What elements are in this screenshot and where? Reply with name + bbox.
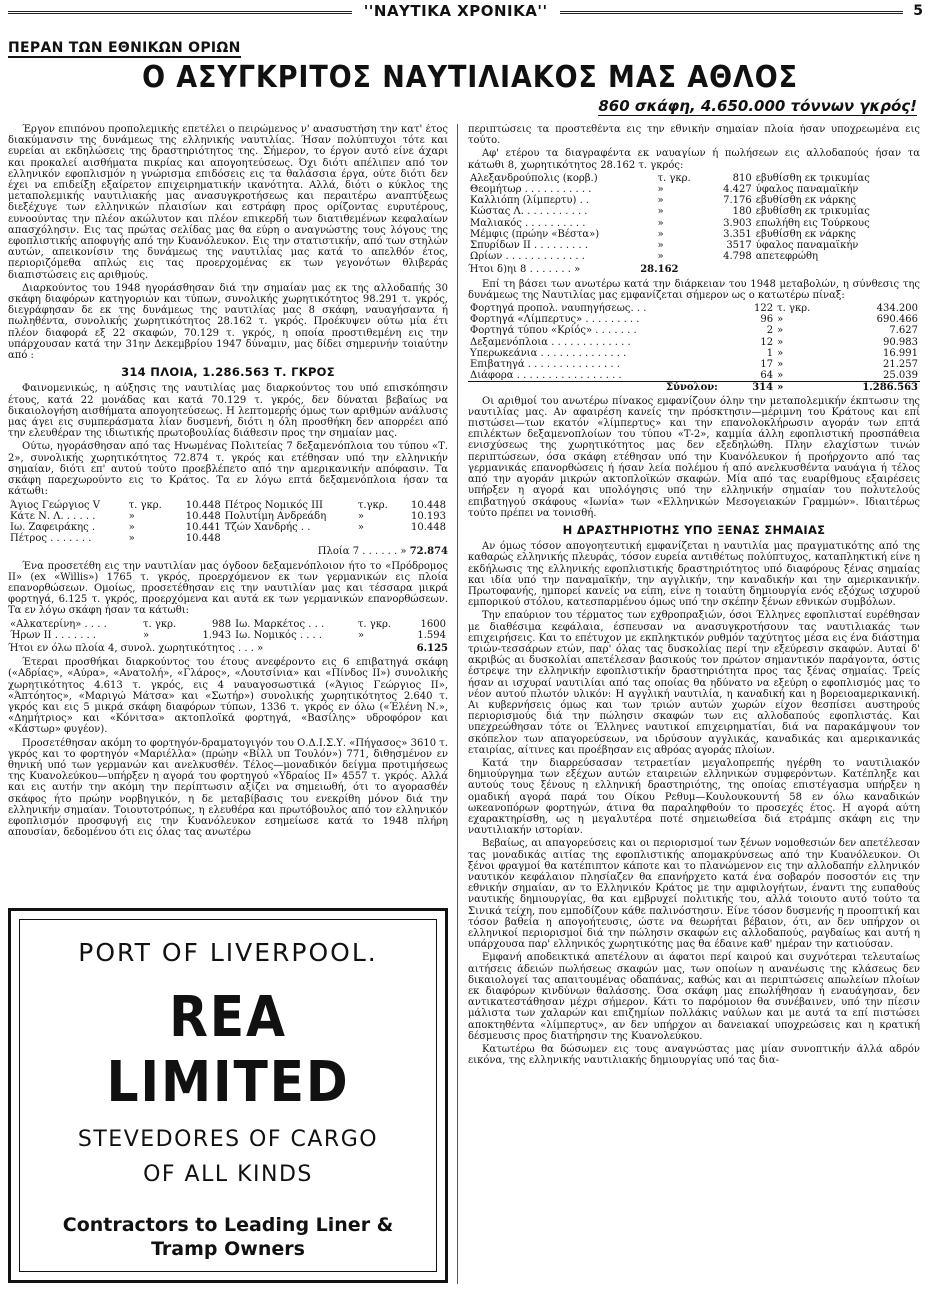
ship-fate: απετεφρώθη bbox=[755, 251, 819, 263]
table-row bbox=[468, 206, 920, 217]
table-row bbox=[468, 325, 920, 336]
ship-tons: 10.448 bbox=[185, 499, 221, 511]
table-row bbox=[8, 511, 448, 522]
ship-name: Ιω. Ζαφειράκης . bbox=[10, 521, 96, 533]
ship-fate: εβυθίσθη εκ νάρκης bbox=[755, 195, 856, 207]
ship-tons: 690.466 bbox=[876, 314, 918, 326]
table-row bbox=[468, 195, 920, 206]
ship-name bbox=[223, 533, 356, 544]
table-row bbox=[468, 370, 920, 382]
paragraph: Επί τη βάσει των ανωτέρω κατά την διάρκειαν του 1948 μεταβολών, η σύνθεσις της δυνάμεως της Ναυτιλίας μας εμφανίζεται σήμερον ως ο κατωτέρω πίναξ: bbox=[468, 278, 920, 301]
ship-name: Πολυτίμη Ανδρεάδη bbox=[224, 510, 327, 522]
category-name: Φορτηγά προπολ. ναυπηγήσεως. . . bbox=[470, 303, 647, 315]
ship-unit: » bbox=[777, 359, 784, 371]
paragraph: Εμφανή αποδεικτικά απετέλουν αι άφατοι περί καιρού και συχνότεραι τελευταίως αιτήσεις άδειών πωλήσεως σκαφών μας, των οποίων η ανανέωσις της κλάσεως δεν δικαιολογεί τας απαιτουμένας οδαπάνας, καθώς και αι περιπτώσεις απωλείων πλοίων εκ διαφόρων κινδύνων θαλάσσης. Όσα σκάφη μας επωλήθησαν ή εναυάγησαν, δεν αντικατεστάθησαν μέχρι σήμερον. Κάτι το παρόμοιον θα συνέβαινεν, υπό την πίεσιν μάλιστα των χαλαρών και επιζημίων πολλάκις ναύλων και με αυτά τα επί πιστώσει αποκτηθέντα «λίμπερτυς», αν δεν υπήρχον αι δανειακαί υποχρεώσεις και η κρατική δέσμευσις προς διατήρησιν της Κυανολεύκου. bbox=[468, 952, 920, 1042]
table-row bbox=[468, 184, 920, 195]
paragraph: Ένα προσετέθη εις την ναυτιλίαν μας όγδοον δεξαμενόπλοιον ήτο το «Πρόδρομος ΙΙ» (ex «Willis») 1765 τ. γκρός, προερχόμενον εκ των γερμανικών εις πλοία επανορθώσεων. Ομοίως, προσετέθησαν εις την ναυτιλίαν μας και τέσσαρα μικρά φορτηγά, 6.125 τ. γκρός, προερχόμενα και αυτά εκ των γερμανικών επανορθώσεων. Τα εν λόγω σκάφη ήσαν τα κάτωθι: bbox=[8, 560, 448, 617]
ship-unit: » bbox=[777, 370, 784, 382]
tankers-table bbox=[8, 500, 448, 545]
ship-count: 122 bbox=[753, 303, 774, 315]
left-column bbox=[8, 124, 448, 894]
subheadline: 860 σκάφη, 4.650.000 τόννων γκρός! bbox=[598, 97, 917, 115]
ad-contractors-line: Tramp Owners bbox=[151, 1238, 305, 1260]
table-row bbox=[8, 522, 448, 533]
running-header bbox=[8, 0, 923, 22]
ship-tons: 90.983 bbox=[883, 336, 918, 348]
advertisement-rea-limited bbox=[8, 908, 448, 1283]
total-count: 314 bbox=[738, 382, 775, 394]
category-name: Υπερωκεάνια . . . . . . . . . . . . . . bbox=[470, 347, 627, 359]
ship-name: Ωρίων . . . . . . . . . . . . . bbox=[470, 251, 585, 263]
ship-tons: 10.448 bbox=[411, 521, 446, 533]
paragraph: Ούτω, ηγοράσθησαν από τας Ηνωμένας Πολιτείας 7 δεξαμενόπλοια του τύπου «Τ. 2», συνολικής χωρητικότητος 72.874 τ. γκρός και ετέθησαν υπό την ελληνικήν σημαίαν, διότι επ' αυτού τούτο προεβλέπετο από την αμερικανικήν απόφασιν. Τα σκάφη παρεχωρούντο εις το Κράτος. Τα εν λόγω επτά δεξαμενόπλοια ήσαν τα κάτωθι: bbox=[8, 441, 448, 498]
removed-total bbox=[468, 264, 920, 275]
paragraph: Αφ' ετέρου τα διαγραφέντα εκ ναυαγίων ή πωλήσεων εις αλλοδαπούς ήσαν τα κάτωθι 8, χωρητικότητος 28.162 τ. γκρός: bbox=[468, 148, 920, 171]
ship-tons: 4.798 bbox=[723, 251, 752, 263]
paragraph: Έργον επιπόνου προπολεμικής επετέλει ο πειρώμενος ν' ανασυστήση την κατ' έτος διακύμανσιν της δυνάμεως της ελληνικής ναυτιλίας. Ήσαν πολύπτυχοι τότε και ευρείαι αι εκδηλώσεις της δραστηριότητος της. Σήμερον, το έργον αυτό είνε άχαρι και προκαλεί αισθήματα πικρίας και απογοητεύσεως. Όχι διότι απέλιπεν από τον ελληνικόν εφοπλισμόν η γνώρισμα επιδόσεις εις τα θαλάσσια έργα, ούτε διότι δεν έχει να επιδείξη εξαίρετον επιχειρηματικήν ικανότητα. Αλλά, διότι ο κύκλος της μεταπολεμικής ναυτιλιακής μας ανασυγκροτήσεως και περαιτέρω αναπτύξεως διεξέχυγε των ελληνικών πλαισίων και εστράφη προς ορίζοντας ευρυτέρους, ευνοούντας την πλέον ακώλυτον και πλέον επικερδή των διατιθεμένων κεφαλαίων απασχόλησιν. Εις τας πρώτας σελίδας μας θα εύρη ο αναγνώστης τους λόγους της εφοπλιστικής αποφυγής από την Κυανόλευκον. Εις την στατιστικήν, από των στηλών αυτών, απεικονίσιν της δυνάμεως της ναυτιλίας μας κατά το απελθόν έτος, περιοριζόμεθα απλώς εις τας προερχομένας εκ των γεγονότων θλιβεράς διαπιστώσεις εις αριθμούς. bbox=[8, 124, 448, 281]
table-row bbox=[468, 251, 920, 262]
cargo-total bbox=[8, 643, 448, 654]
ship-tons bbox=[399, 533, 448, 544]
ship-unit: » bbox=[357, 510, 364, 522]
column-divider bbox=[457, 124, 458, 1284]
paragraph: Φαινομενικώς, η αύξησις της ναυτιλίας μας διαρκούντος του υπό επισκόπησιν έτους, κατά 22 μονάδας και κατά 70.129 τ. γκρός, δεν δύναται βεβαίως να δικαιολογήση αισθήματα απογοητεύσεως. Η λεπτομερής όμως των αριθμών ανάλυσις μας άγει εις συμπεράσματα λίαν δυσμενή, διότι η όλη προσθήκη δεν απορρέει από την ελευθέραν της ιδιωτικής πρωτοβουλίας διάθεσιν προς την σημαίαν μας. bbox=[8, 383, 448, 440]
table-row bbox=[468, 229, 920, 240]
table-row bbox=[8, 500, 448, 511]
category-name: Φορτηγά τύπου «Κρίός» . . . . . . . bbox=[470, 325, 637, 337]
category-name: Φορτηγά «Λίμπερτυς» . . . . . . . . . bbox=[470, 314, 640, 326]
ship-tons: 1600 bbox=[420, 618, 446, 630]
table-row bbox=[8, 533, 448, 544]
ship-tons: 21.257 bbox=[883, 359, 918, 371]
tankers-total bbox=[8, 546, 448, 557]
ship-tons: 810 bbox=[732, 172, 752, 184]
ad-contractors-line: Contractors to Leading Liner & bbox=[62, 1214, 394, 1236]
ship-unit: » bbox=[657, 228, 664, 240]
table-row bbox=[468, 348, 920, 359]
ship-tons: 1.594 bbox=[417, 629, 446, 641]
ad-service-line: STEVEDORES OF CARGO bbox=[77, 1127, 379, 1152]
ship-name: «Αλκατερίνη» . . . . bbox=[10, 618, 107, 630]
ship-fate: ύφαλος παναμαϊκήν bbox=[755, 240, 859, 252]
ship-name: Ήρων II . . . . . . . bbox=[10, 629, 97, 641]
ship-unit: » bbox=[128, 510, 135, 522]
ship-tons: 7.627 bbox=[889, 325, 918, 337]
ship-tons: 10.448 bbox=[185, 510, 221, 522]
ship-unit: » bbox=[777, 347, 784, 359]
ship-tons: 3517 bbox=[726, 240, 752, 252]
right-column bbox=[468, 124, 920, 1284]
table-row bbox=[468, 173, 920, 184]
ad-service-line: OF ALL KINDS bbox=[143, 1162, 313, 1187]
ship-unit: » bbox=[657, 251, 664, 263]
ship-tons: 3.351 bbox=[723, 228, 752, 240]
ship-unit: » bbox=[657, 240, 664, 252]
ship-tons: 10.441 bbox=[185, 521, 221, 533]
ship-tons: 10.448 bbox=[185, 533, 221, 545]
ship-unit: » bbox=[657, 184, 664, 196]
ship-name: Κάτε Ν. Λ. . . . . . bbox=[10, 510, 96, 522]
ship-count: 64 bbox=[760, 370, 774, 382]
paragraph: περιπτώσεις τα προστεθέντα εις την εθνικήν σημαίαν πλοία ήσαν υποχρεωμένα εις τούτο. bbox=[468, 124, 920, 147]
category-name: Επιβατηγά . . . . . . . . . . . . . . . bbox=[470, 359, 620, 371]
paragraph: Προσετέθησαν ακόμη το φορτηγόν-δραματογιγόν του Ο.Δ.Ι.Σ.Υ. «Πήγασος» 3610 τ. γκρός και το φορτηγόν «Μαριέλλα» (πρώην «Βίλλ υπ Τουλόν») 771, διθησμένον εν θηνική υπό των γερμανών και ανελκυσθέν. Τέλος—μοναδικόν δείγμα προτιμήσεως της Κυανολεύκου—υπήρξεν η αγορά του φορτηγού «Υδραίος ΙΙ» 4557 τ. γκρός. Αλλά και εις αυτήν την ακόμη την περίπτωσιν αξίζει να σημειωθή, ότι το αγορασθέν σκάφος ήτο πρώην νορβηγικόν, η δε μεταβίβασις του ενεκρίθη μόνον διά την ελληνικήν σημαίαν. Τοιουτοτρόπως, η ελευθέρα και πρωτόβουλος από τον ελληνικόν εφοπλισμόν προσφυγή εις την Κυανόλευκον εσημείωσε κατά το 1948 πλήρη απουσίαν, δεδομένου ότι εις όλας τας ανωτέρω bbox=[8, 737, 448, 839]
ship-unit: τ. γκρ. bbox=[777, 303, 811, 315]
ship-tons: 25.039 bbox=[883, 370, 918, 382]
table-row bbox=[8, 619, 448, 630]
ship-name: Κώστας Λ. . . . . . . . . . . bbox=[470, 206, 588, 218]
page-number: 5 bbox=[913, 3, 923, 19]
ship-fate: ύφαλος παναμαϊκήν bbox=[755, 184, 859, 196]
ship-tons: 1.943 bbox=[202, 629, 232, 641]
ship-tons: 434.200 bbox=[876, 303, 918, 315]
ship-unit: » bbox=[777, 336, 784, 348]
ship-unit: » bbox=[777, 325, 784, 337]
paragraph: Διαρκούντος του 1948 ηγοράσθησαν διά την σημαίαν μας εκ της αλλοδαπής 30 σκάφη διαφόρων κατηγοριών και τύπων, συνολικής χωρητικότητος 98.291 τ. γκρός, διεγράφησαν δε εκ της δυνάμεως της ναυτιλίας μας 8 σκάφη, ναυαγήσαντα ή πωληθέντα, συνολικής χωρητικότητος 28.162 τ. γκρός. Προέκυψεν ούτω μία έτι πλέον διαφορά εξ 22 σκαφών, 70.129 τ. γκρός, η οποία προστιθεμένη εις την υπάρχουσαν κατά την 31ην Δεκεμβρίου 1947 δύναμιν, μας δίδει σημερινήν τοιαύτην από : bbox=[8, 282, 448, 362]
ship-unit: » bbox=[777, 314, 784, 326]
ship-unit: τ.γκρ. bbox=[357, 499, 388, 511]
total-tons: 1.286.563 bbox=[831, 382, 920, 394]
ship-unit: » bbox=[775, 382, 831, 394]
table-row bbox=[468, 240, 920, 251]
ship-unit: τ. γκρ. bbox=[357, 618, 392, 630]
total-value: 6.125 bbox=[416, 642, 448, 654]
category-name: Δεξαμενόπλοια . . . . . . . . . . . . . bbox=[470, 336, 631, 348]
ship-name: Τζών Χανδρής . . bbox=[224, 521, 311, 533]
ship-tons: 180 bbox=[732, 206, 752, 218]
ship-unit: » bbox=[128, 521, 135, 533]
ship-fate: εβυθίσθη εκ τρικυμίας bbox=[755, 172, 870, 184]
ship-unit: τ. γκρ. bbox=[143, 618, 177, 630]
category-name: Διάφορα . . . . . . . . . . . . . . . . . bbox=[470, 370, 622, 382]
table-row-total bbox=[468, 382, 920, 394]
table-row bbox=[468, 359, 920, 370]
ship-count: 12 bbox=[760, 336, 774, 348]
paragraph: Κατωτέρω θα δώσωμεν εις τους αναγνώστας μας μίαν συνοπτικήν άλλά αδρόν εικόνα, της ελληνικής ναυτιλιακής δημιουργίας υπό τας δια- bbox=[468, 1044, 920, 1067]
ship-name: Σπυρίδων II . . . . . . . . . bbox=[470, 240, 589, 252]
total-value: 28.162 bbox=[640, 264, 679, 276]
ad-company-name: REA LIMITED bbox=[106, 985, 350, 1115]
paragraph: Κατά την διαρρεύσασαν τετραετίαν μεγαλοπρεπής ηγέρθη το ναυτιλιακόν δημιούργημα των εξέχων αυτών εταιρειών ελληνικών συμφερόντων. Κατέπληξε και αυτούς τους ξένους η ελληνική δραστηριότης, της οποίας επιστέγασμα υπήρξεν η ομαδική αγορά παρά του Οίκου Ρεθυμ—Κουλουκουντή 58 εν όλω καναδικών ωκεανοπόρων φορτηγών, άτινα θα παραληφθούν το προσεχές έτος. Η αγορά αύτη εχαρακτηρίσθη, ως η μεγαλυτέρα ποτέ σημειωθείσα διά ετράμπς σκάφη εις την ναυτιλιακήν ιστορίαν. bbox=[468, 757, 920, 837]
total-label: Ήτοι δ)ηι 8 . . . . . . . » bbox=[468, 264, 581, 276]
ship-count: 2 bbox=[766, 325, 774, 337]
ship-tons: 10.193 bbox=[411, 510, 446, 522]
ship-name: Καλλιόπη (λίμπερτυ) . . bbox=[470, 195, 590, 207]
total-value: 72.874 bbox=[409, 546, 448, 558]
ship-unit: » bbox=[128, 533, 135, 545]
table-row bbox=[8, 630, 448, 641]
section-heading-fleet-total: 314 ΠΛΟΙΑ, 1.286.563 Τ. ΓΚΡΟΣ bbox=[121, 365, 335, 380]
newspaper-name: ''ΝΑΥΤΙΚΑ ΧΡΟΝΙΚΑ'' bbox=[363, 2, 548, 20]
table-row bbox=[468, 218, 920, 229]
ship-name: Άγιος Γεώργιος V bbox=[10, 499, 100, 511]
total-label: Πλοία 7 . . . . . . » bbox=[317, 546, 407, 558]
ship-unit: » bbox=[357, 629, 364, 641]
ship-fate: εβυθίσθη εκ νάρκης bbox=[755, 228, 856, 240]
ship-tons: 4.427 bbox=[723, 184, 752, 196]
paragraph: Την επαύριον του τέρματος των εχθροπραξιών, όσοι Έλληνες εφοπλισταί ευρέθησαν με διαθέσιμα κεφάλαια, έσπευσαν να ανασυγκροτήσουν τας ναυτιλιακάς των επιχειρήσεις. Και το επέτυχον με εκπληκτικόν ρυθμόν ταχύτητος μέσα εις ένα διάστημα τριών-τεσσάρων ετών, παρ' όλας τας δυσκολίας περί την εξεύρεσιν σκαφών. Αυταί δ' ακριβώς αι δυσκολίαι απετέλεσαν βασικούς τον πρώτον σημαντικόν παράγοντα, όστις έστρεψε την ελληνικήν εφοπλιστικήν δραστηριότητα προς τας ξένας σημαίας. Τρείς ήσαν αι ισχυραί ναυτιλίαι από τας οποίας θα ηδύνατο να εξεύρη ο εφοπλισμός μας το νέον αυτού πλωτόν υλικόν: Η αγγλική ναυτιλία, η καναδική και η βορειοαμερικανική. Αι κυβερνήσεις όμως και των τριών αυτών χωρών είχον θεσπίσει αυστηρούς περιορισμούς διά την πώλησιν σκαφών των εις αλλοδαπούς εφοπλιστάς. Και υπεχρεώθησαν τότε οι Έλληνες ναυτικοί επιχειρηματίαι, διά να παρακάμψουν τον σκόπελον των απαγορεύσεων, να ιδρύσουν αγγλικάς, καναδικάς και αμερικανικάς εταιρίας, αίτινες και προέβησαν εις αθρόας αγοράς πλοίων. bbox=[468, 610, 920, 756]
total-label: Σύνολον: bbox=[468, 382, 738, 394]
ship-name: Πέτρος Νομικός III bbox=[224, 499, 323, 511]
ship-name: Θεομήτωρ . . . . . . . . . . . bbox=[470, 184, 592, 196]
paragraph: Βεβαίως, αι απαγορεύσεις και οι περιορισμοί των ξένων νομοθεσιών δεν απετέλεσαν τας μοναδικάς αιτίας της εφοπλιστικής απομακρύνσεως από την Κυανόλευκον. Οι ξένοι φραγμοί θα κατέπιπτον κάποτε και το πλανώμενον εις την αλλοδαπήν ελληνικόν ναυτικόν κεφάλαιον πλησίαζεν θα επανήρχετο κατά ένα σοβαρόν ποσοστόν εις την εθνικήν σημαίαν, αν το Ελληνικόν Κράτος με την αμφιλογήτων, έναντι της ευπαθούς ναυτικής δημιουργίας, θα και εμβρυχεί πολιτικής του, αλλά τοιουτο αυτό τούτο τα Σινικά τείχη, που εμποδίζουν κάθε παλινόστησιν. Είνε τόσον δυσμενής η προοπτική και τόσον βαθεία η απογοήτευσις, ώστε να θεωρήται βέβαιον, ότι, αν δεν υπήρχον οι ελληνικοί περιορισμοί διά την πώλησιν σκαφών εις αλλοδαπούς, ραγδαίως και αυτή η υπάρχουσα παρ' ελληνικός χωρητικότης μας θα έδαινε καθ' ημέραν την κατιούσαν. bbox=[468, 838, 920, 951]
total-label: Ήτοι εν όλω πλοία 4, συνολ. χωρητικότητος . . . » bbox=[8, 642, 264, 654]
ship-name: Ιω. Νομικός . . . . bbox=[235, 629, 323, 641]
paragraph: Αν όμως τόσον απογοητευτική εμφανίζεται η ναυτιλία μας πραγματικότης από της καθαρώς ελληνικής πλευράς, τόσον ευρεία αντιθέτως πολύπτυχος, καταπληκτική είνε η εκδήλωσις της ελληνικής εφοπλιστικής δραστηριότητος υπό διαφόρους ξένας σημαίας και ιδία υπό την παναμαϊκήν, την αγγλικήν, την καναδικήν και την αμερικανικήν. Πρωτοφανής, ημπορεί κανείς να είπη, είνε η τοιαύτη δημιουργία ενός εξόχως ισχυρού εμπορικού στόλου, κατεσπαρμένου όμως υπό την σκέπην ξένων εθνικών συμβόλων. bbox=[468, 541, 920, 609]
cargo-table bbox=[8, 619, 448, 641]
advertisement-frame bbox=[19, 919, 437, 1272]
ship-name: Μέμφις (πρώην «Βέστα») bbox=[470, 228, 600, 240]
ship-unit: » bbox=[657, 217, 664, 229]
ship-unit: τ. γκρ. bbox=[657, 172, 691, 184]
paragraph: Οι αριθμοί του ανωτέρω πίνακος εμφανίζουν όλην την μεταπολεμικήν έκπτωσιν της ναυτιλίας μας. Αν αφαιρέση κανείς την πρόσκτησιν—μέριμνη του Κράτους και επί πιστώσει—των εκατόν «λίμπερτυς» και την επανολοκλήρωσιν αγοράν των επτά επιλέκτων δεξαμενοπλοίων του τύπου «Τ-2», καμμία άλλη εφοπλιστική προσπάθεια ενισχύσεως της χωρητικότητος μας δεν εξεδηλώθη. Πλην ελαχίστων τινών περιπτώσεων, όσα σκάφη ετέθησαν υπό την Κυανόλευκον ή προήρχοντο από τας γερμανικάς επανορθώσεις ή ήσαν λεία πολέμου ή από ανελκυσθέντα ναυάγια ή τέλος από την αγοράν μικρών ακτοπλοϊκών σκαφών. Μία από τας ευαρίθμους εξαιρέσεις υπήρξεν η αγορά και υπολόγησις υπό την ελληνικήν σημαίαν του πολυτελούς επιβατηγού σκάφους «Ιωνία» των «Ελληνικών Μεσογειακών Γραμμών». Ιδιαιτέρως τούτο πρέπει να τονισθή. bbox=[468, 395, 920, 519]
headline: Ο ΑΣΥΓΚΡΙΤΟΣ ΝΑΥΤΙΛΙΑΚΟΣ ΜΑΣ ΑΘΛΟΣ bbox=[142, 60, 798, 95]
section-label: ΠΕΡΑΝ ΤΩΝ ΕΘΝΙΚΩΝ ΟΡΙΩΝ bbox=[8, 40, 241, 56]
ship-tons: 988 bbox=[212, 618, 232, 630]
ship-count: 1 bbox=[766, 347, 774, 359]
ship-unit: » bbox=[357, 521, 364, 533]
ad-contractors bbox=[20, 1213, 436, 1261]
paragraph: Έτεραι προσθήκαι διαρκούντος του έτους ανεφέροντο εις 6 επιβατηγά σκάφη («Αδρίας», «Αύρα», «Ανατολή», «Γλάρος», «Λουτσίνια» και «Πίνδος ΙΙ») συνολικής χωρητικότητος 4.613 τ. γκρός, εις 4 ναυαγοσωστικά («Άγιος Γεώργιος ΙΙ», «Άπτόητος», «Μαριγώ Μάτσα» και «Σωτήρ») συνολικής χωρητικότητος 2.640 τ. γκρός και εις 5 μικρά σκάφη διαφόρων τύπων, 1336 τ. γκρός εν όλω («Έλένη Ν.», «Δημήτριος» και «Κόνιτσα» ακτοπλοϊκά φορτηγά, «Βασίλης» υδροφόρον και «Κάστωρ» φυγέον). bbox=[8, 657, 448, 736]
ship-name: Μαλιακός . . . . . . . . . . bbox=[470, 217, 586, 229]
ship-name: Ιω. Μαρκέτος . . . bbox=[235, 618, 325, 630]
header-rule-right bbox=[560, 11, 904, 14]
ship-unit: » bbox=[143, 629, 150, 641]
ship-name: Πέτρος . . . . . . . bbox=[10, 533, 92, 545]
ship-fate: εβυθίσθη εκ τρικυμίας bbox=[755, 206, 870, 218]
ship-count: 17 bbox=[760, 359, 774, 371]
section-heading-foreign-flags: Η ΔΡΑΣΤΗΡΙΟΤΗΣ ΥΠΟ ΞΕΝΑΣ ΣΗΜΑΙΑΣ bbox=[562, 522, 826, 537]
ship-unit: » bbox=[657, 195, 664, 207]
removed-ships-table bbox=[468, 173, 920, 263]
header-rule-left bbox=[8, 11, 352, 14]
ship-name: Αλεξανδρούπολις (κορβ.) bbox=[470, 172, 598, 184]
ship-tons: 3.903 bbox=[723, 217, 752, 229]
ship-tons: 7.176 bbox=[723, 195, 752, 207]
ship-tons: 10.448 bbox=[411, 499, 446, 511]
ship-tons: 16.991 bbox=[883, 347, 918, 359]
table-row bbox=[468, 337, 920, 348]
ship-unit: τ. γκρ. bbox=[128, 499, 162, 511]
table-row bbox=[468, 314, 920, 325]
ad-port: PORT OF LIVERPOOL. bbox=[78, 938, 378, 967]
ship-count: 96 bbox=[760, 314, 774, 326]
ship-unit: » bbox=[657, 206, 664, 218]
ship-fate: επωλήθη εις Τούρκους bbox=[755, 217, 870, 229]
ship-unit bbox=[356, 533, 399, 544]
fleet-composition-table bbox=[468, 303, 920, 394]
table-row bbox=[468, 303, 920, 314]
